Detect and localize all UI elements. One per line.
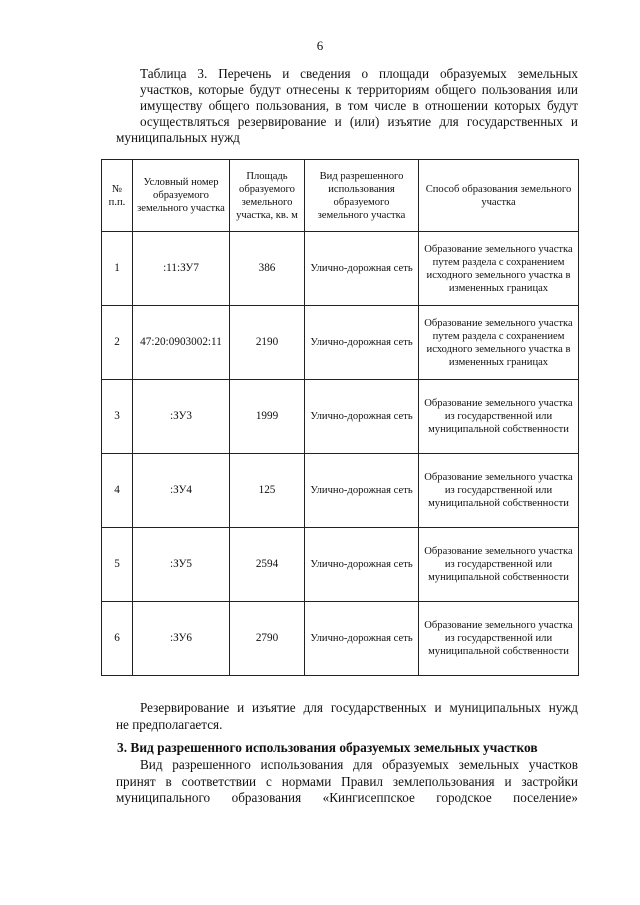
cell-num: 3	[102, 380, 133, 454]
paragraph-line: принят в соответствии с нормами Правил землепользования и застройки	[116, 773, 578, 789]
caption-line: Таблица 3. Перечень и сведения о площади образуемых земельных	[140, 66, 578, 81]
cell-area: 2594	[230, 528, 305, 602]
cell-use: Улично-дорожная сеть	[305, 528, 419, 602]
cell-method: Образование земельного участка из государственной или муниципальной собственности	[419, 380, 579, 454]
header-num: № п.п.	[102, 160, 133, 232]
table-row	[102, 454, 579, 528]
permitted-use-paragraph	[116, 757, 578, 807]
cell-num: 6	[102, 602, 133, 676]
cell-cadastral: :ЗУ5	[133, 528, 230, 602]
cell-area: 2190	[230, 306, 305, 380]
header-method: Способ образования земельного участка	[419, 160, 579, 232]
cell-method: Образование земельного участка из государственной или муниципальной собственности	[419, 528, 579, 602]
section-heading: 3. Вид разрешенного использования образуемых земельных участков	[117, 740, 538, 755]
table-row	[102, 306, 579, 380]
cell-method: Образование земельного участка из государственной или муниципальной собственности	[419, 454, 579, 528]
header-area: Площадь образуемого земельного участка, кв. м	[230, 160, 305, 232]
cell-num: 4	[102, 454, 133, 528]
reservation-paragraph	[116, 700, 578, 733]
header-cadastral: Условный номер образуемого земельного участка	[133, 160, 230, 232]
caption-line: осуществляться резервирование и (или) изъятие для государственных и	[140, 114, 578, 129]
header-use: Вид разрешенного использования образуемого земельного участка	[305, 160, 419, 232]
cell-area: 2790	[230, 602, 305, 676]
paragraph-line: не предполагается.	[116, 716, 223, 732]
cell-area: 1999	[230, 380, 305, 454]
caption-line: имуществу общего пользования, в том числе в отношении которых будут	[140, 98, 578, 113]
cell-area: 386	[230, 232, 305, 306]
cell-use: Улично-дорожная сеть	[305, 454, 419, 528]
table-row	[102, 232, 579, 306]
cell-use: Улично-дорожная сеть	[305, 306, 419, 380]
cell-cadastral: :ЗУ4	[133, 454, 230, 528]
table-caption	[116, 66, 578, 146]
table-header-row	[102, 160, 579, 232]
cell-num: 5	[102, 528, 133, 602]
table-row	[102, 380, 579, 454]
page-number: 6	[316, 38, 324, 53]
cell-use: Улично-дорожная сеть	[305, 602, 419, 676]
cell-num: 2	[102, 306, 133, 380]
paragraph-line: Вид разрешенного использования для образуемых земельных участков	[140, 757, 578, 772]
cell-area: 125	[230, 454, 305, 528]
cell-cadastral: :11:ЗУ7	[133, 232, 230, 306]
table-row	[102, 602, 579, 676]
paragraph-line: Резервирование и изъятие для государственных и муниципальных нужд	[140, 700, 578, 715]
cell-num: 1	[102, 232, 133, 306]
caption-line: муниципальных нужд	[116, 130, 240, 145]
cell-use: Улично-дорожная сеть	[305, 232, 419, 306]
land-plots-table	[101, 159, 579, 676]
caption-line: участков, которые будут отнесены к территориям общего пользования или	[140, 82, 578, 97]
table-row	[102, 528, 579, 602]
cell-method: Образование земельного участка путем раздела с сохранением исходного земельного участка в измененных границах	[419, 232, 579, 306]
cell-use: Улично-дорожная сеть	[305, 380, 419, 454]
paragraph-line: муниципального образования «Кингисеппское городское поселение»	[116, 790, 578, 805]
cell-method: Образование земельного участка из государственной или муниципальной собственности	[419, 602, 579, 676]
cell-cadastral: :ЗУ6	[133, 602, 230, 676]
cell-cadastral: 47:20:0903002:11	[133, 306, 230, 380]
cell-cadastral: :ЗУ3	[133, 380, 230, 454]
cell-method: Образование земельного участка путем раздела с сохранением исходного земельного участка в измененных границах	[419, 306, 579, 380]
